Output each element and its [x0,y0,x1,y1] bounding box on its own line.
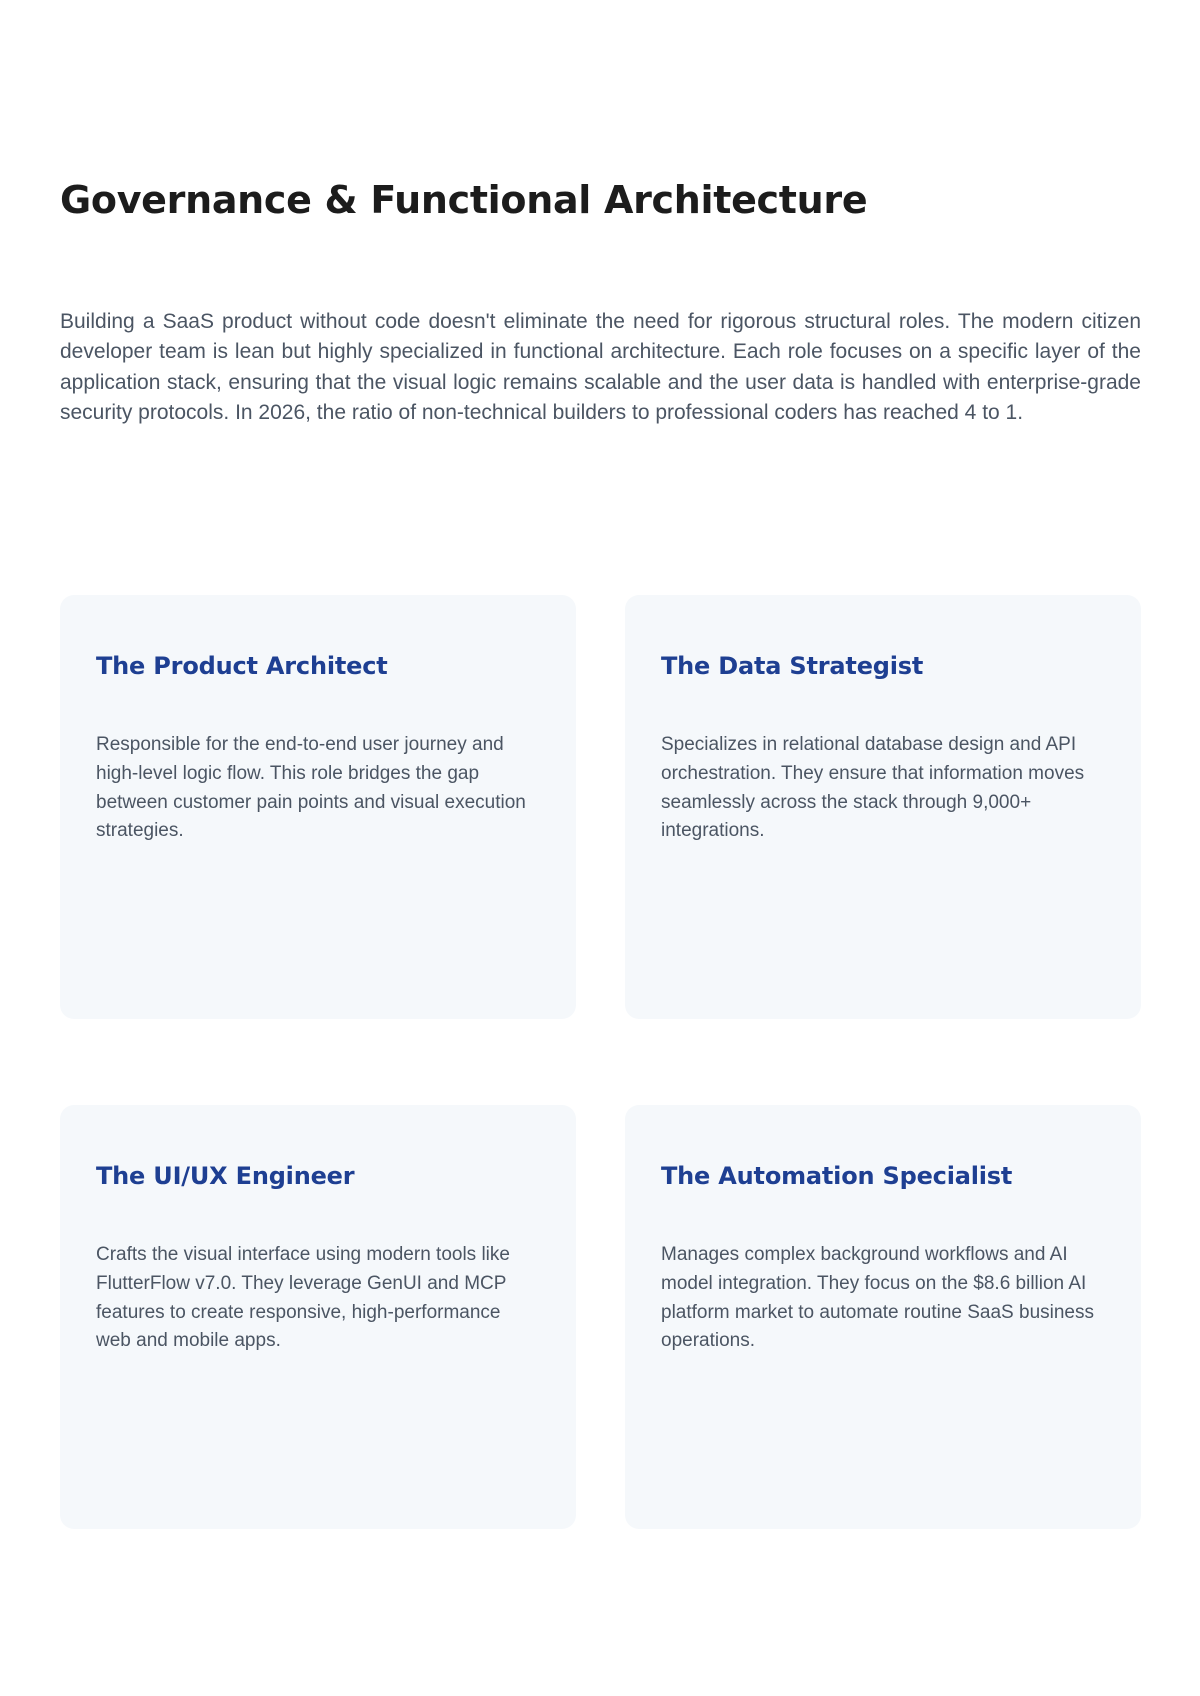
role-card-description: Crafts the visual interface using modern tools like FlutterFlow v7.0. They leverage GenUI and MCP features to create responsive, high-performance web and mobile apps. [96,1244,510,1352]
roles-grid [60,595,1141,1529]
role-card-automation-specialist [625,1105,1141,1529]
role-card-title: The UI/UX Engineer [96,1162,355,1190]
role-card-description: Manages complex background workflows and AI model integration. They focus on the $8.6 billion AI platform market to automate routine SaaS business operations. [661,1244,1095,1352]
page-title: Governance & Functional Architecture [60,178,868,222]
role-card-ui-ux-engineer [60,1105,576,1529]
role-card-description: Specializes in relational database design and API orchestration. They ensure that information moves seamlessly across the stack through 9,000+ integrations. [661,734,1085,842]
role-card-data-strategist [625,595,1141,1019]
intro-paragraph: Building a SaaS product without code doesn't eliminate the need for rigorous structural roles. The modern citizen developer team is lean but highly specialized in functional architecture. Each role focuses on a specific layer of the application stack, ensuring that the visual logic remains scalable and the user data is handled with enterprise-grade security protocols. In 2026, the ratio of non-technical builders to professional coders has reached 4 to 1. [60,310,1141,425]
role-card-title: The Data Strategist [661,652,924,680]
role-card-title: The Product Architect [96,652,388,680]
role-card-description: Responsible for the end-to-end user journey and high-level logic flow. This role bridges the gap between customer pain points and visual execution strategies. [96,734,526,842]
role-card-title: The Automation Specialist [661,1162,1013,1190]
role-card-product-architect [60,595,576,1019]
